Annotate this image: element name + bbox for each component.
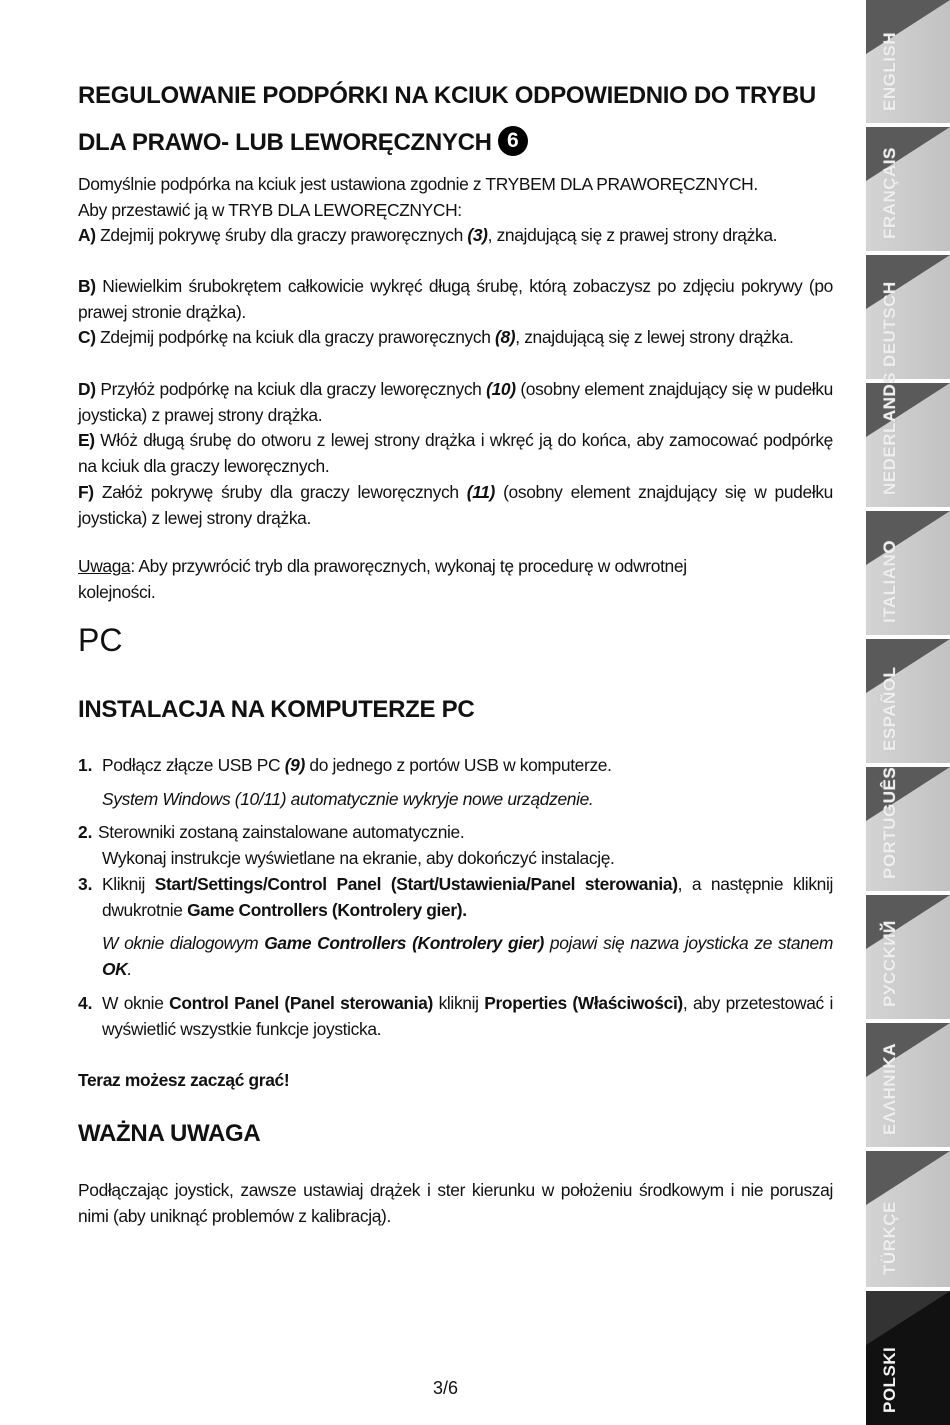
install-step-3-text: Kliknij: [102, 874, 155, 894]
step-a-text-end: , znajdującą się z prawej strony drążka.: [487, 225, 778, 245]
install-step-4-number: 4.: [78, 993, 93, 1013]
step-f-text: Załóż pokrywę śruby dla graczy leworęcznych: [93, 482, 467, 502]
note-label: Uwaga: [78, 556, 131, 576]
install-step-3-note-text-mid: pojawi się nazwa joysticka ze stanem: [543, 933, 833, 953]
intro-line-2: Aby przestawić ją w TRYB DLA LEWORĘCZNYCH:: [78, 200, 462, 220]
step-b-label: B): [78, 276, 96, 296]
intro-line-1: Domyślnie podpórka na kciuk jest ustawiona zgodnie z TRYBEM DLA PRAWORĘCZNYCH.: [78, 174, 758, 194]
important-text: Podłączając joystick, zawsze ustawiaj drążek i ster kierunku w położeniu środkowym i nie poruszaj nimi (aby uniknąć problemów z kalibracją).: [78, 1180, 833, 1226]
step-b-text: Niewielkim śrubokrętem całkowicie wykręć długą śrubę, którą zobaczysz po zdjęciu pokrywy (po prawej stronie drążka).: [78, 276, 833, 322]
note-paragraph: [78, 554, 768, 606]
step-f: [78, 480, 833, 532]
install-step-1-text-end: do jednego z portów USB w komputerze.: [304, 755, 612, 775]
step-d-text-end: (osobny element znajdujący się w pudełku joysticka) z prawej strony drążka.: [78, 379, 833, 425]
tab-polski-active[interactable]: [866, 1291, 950, 1425]
section-title-text: DLA PRAWO- LUB LEWORĘCZNYCH: [78, 129, 492, 156]
step-f-label: F): [78, 482, 94, 502]
install-step-4-text-mid: kliknij: [432, 993, 485, 1013]
install-step-3-path: Start/Settings/Control Panel (Start/Ustawienia/Panel sterowania): [154, 874, 678, 894]
install-step-1-text: Podłącz złącze USB PC: [102, 755, 285, 775]
tab-deutsch[interactable]: [866, 255, 950, 379]
install-step-1-note: System Windows (10/11) automatycznie wykryje nowe urządzenie.: [102, 789, 594, 809]
tab-nederlands[interactable]: [866, 371, 950, 507]
install-step-3-note-dialog: Game Controllers (Kontrolery gier): [264, 933, 544, 953]
tab-label: ΕΛΛΗΝΙΚΑ: [880, 1043, 899, 1135]
section-title-line2: [78, 126, 528, 157]
tab-russian[interactable]: [866, 895, 950, 1019]
step-f-text-end: (osobny element znajdujący się w pudełku joysticka) z lewej strony drążka.: [78, 482, 833, 528]
step-c-label: C): [78, 327, 96, 347]
tab-portugues[interactable]: [866, 767, 950, 891]
step-e: [78, 428, 833, 480]
step-c: [78, 325, 833, 351]
install-step-3-number: 3.: [78, 874, 93, 894]
install-step-3-target: Game Controllers (Kontrolery gier).: [187, 899, 467, 920]
tab-italiano[interactable]: [866, 511, 950, 635]
install-step-1-number: 1.: [78, 755, 93, 775]
tab-label: ESPAÑOL: [880, 666, 899, 751]
pc-heading: PC: [78, 622, 123, 658]
section-title-line1: REGULOWANIE PODPÓRKI NA KCIUK ODPOWIEDNIO DO TRYBU: [78, 82, 816, 109]
tab-espanol[interactable]: [866, 639, 950, 763]
step-a-ref: (3): [467, 225, 488, 245]
step-d-label: D): [78, 379, 96, 399]
step-f-ref: (11): [466, 482, 495, 502]
tab-label: NEDERLANDS: [880, 371, 899, 495]
step-a: [78, 223, 833, 249]
step-e-label: E): [78, 430, 95, 450]
install-step-3: [102, 872, 833, 924]
tab-turkce[interactable]: [866, 1151, 950, 1287]
install-step-2-line2: Wykonaj instrukcje wyświetlane na ekranie, aby dokończyć instalację.: [102, 848, 615, 868]
step-d-text: Przyłóż podpórkę na kciuk dla graczy leworęcznych: [95, 379, 487, 399]
tab-greek[interactable]: [866, 1023, 950, 1147]
step-d-ref: (10): [486, 379, 516, 399]
callout-number-badge: 6: [498, 126, 528, 156]
install-step-3-note-end: .: [127, 958, 132, 979]
tab-label: ENGLISH: [880, 31, 899, 111]
note-text: : Aby przywrócić tryb dla praworęcznych, wykonaj tę procedurę w odwrotnej kolejności.: [78, 556, 687, 602]
page-number: 3/6: [433, 1378, 459, 1398]
important-title: WAŻNA UWAGA: [78, 1120, 261, 1147]
tab-label: FRANÇAIS: [880, 147, 899, 239]
install-step-4-properties: Properties (Właściwości): [484, 993, 683, 1013]
install-step-2-number: 2.: [78, 822, 93, 842]
tab-english[interactable]: [866, 0, 950, 123]
install-step-2-line1: Sterowniki zostaną zainstalowane automatycznie.: [98, 822, 465, 842]
install-step-4-panel: Control Panel (Panel sterowania): [169, 993, 433, 1013]
step-c-text-end: , znajdującą się z lewej strony drążka.: [515, 327, 794, 347]
step-a-label: A): [78, 225, 96, 245]
tab-label: PORTUGUÊS: [880, 766, 899, 879]
tab-label: TÜRKÇE: [880, 1201, 899, 1275]
install-step-4: [102, 991, 833, 1043]
install-step-3-note: [102, 931, 833, 983]
install-title: INSTALACJA NA KOMPUTERZE PC: [78, 696, 475, 723]
step-d: [78, 377, 833, 429]
install-step-4-text-end: , aby przetestować i wyświetlić wszystkie funkcje joysticka.: [102, 993, 834, 1039]
tab-label: PУCCKИЙ: [880, 920, 899, 1007]
step-c-text: Zdejmij podpórkę na kciuk dla graczy praworęcznych: [95, 327, 496, 347]
install-step-3-text-mid: , a następnie kliknij dwukrotnie: [102, 874, 834, 920]
step-b: [78, 274, 833, 326]
step-e-text: Włóż długą śrubę do otworu z lewej strony drążka i wkręć ją do końca, aby zamocować podpórkę na kciuk dla graczy leworęcznych.: [78, 430, 833, 476]
tab-label-active: POLSKI: [880, 1346, 899, 1413]
step-a-text: Zdejmij pokrywę śruby dla graczy praworęcznych: [95, 225, 468, 245]
install-step-3-note-text: W oknie dialogowym: [102, 933, 265, 953]
tab-label: DEUTSCH: [880, 281, 899, 367]
language-tabs: [858, 0, 950, 1425]
install-step-3-note-status: OK: [102, 958, 128, 979]
step-c-ref: (8): [495, 327, 516, 347]
install-step-4-text: W oknie: [102, 993, 170, 1013]
install-step-1: [102, 753, 833, 779]
tab-label: ITALIANO: [880, 539, 899, 623]
install-step-1-ref: (9): [284, 755, 305, 775]
play-message: Teraz możesz zacząć grać!: [78, 1070, 290, 1090]
tab-francais[interactable]: [866, 127, 950, 251]
